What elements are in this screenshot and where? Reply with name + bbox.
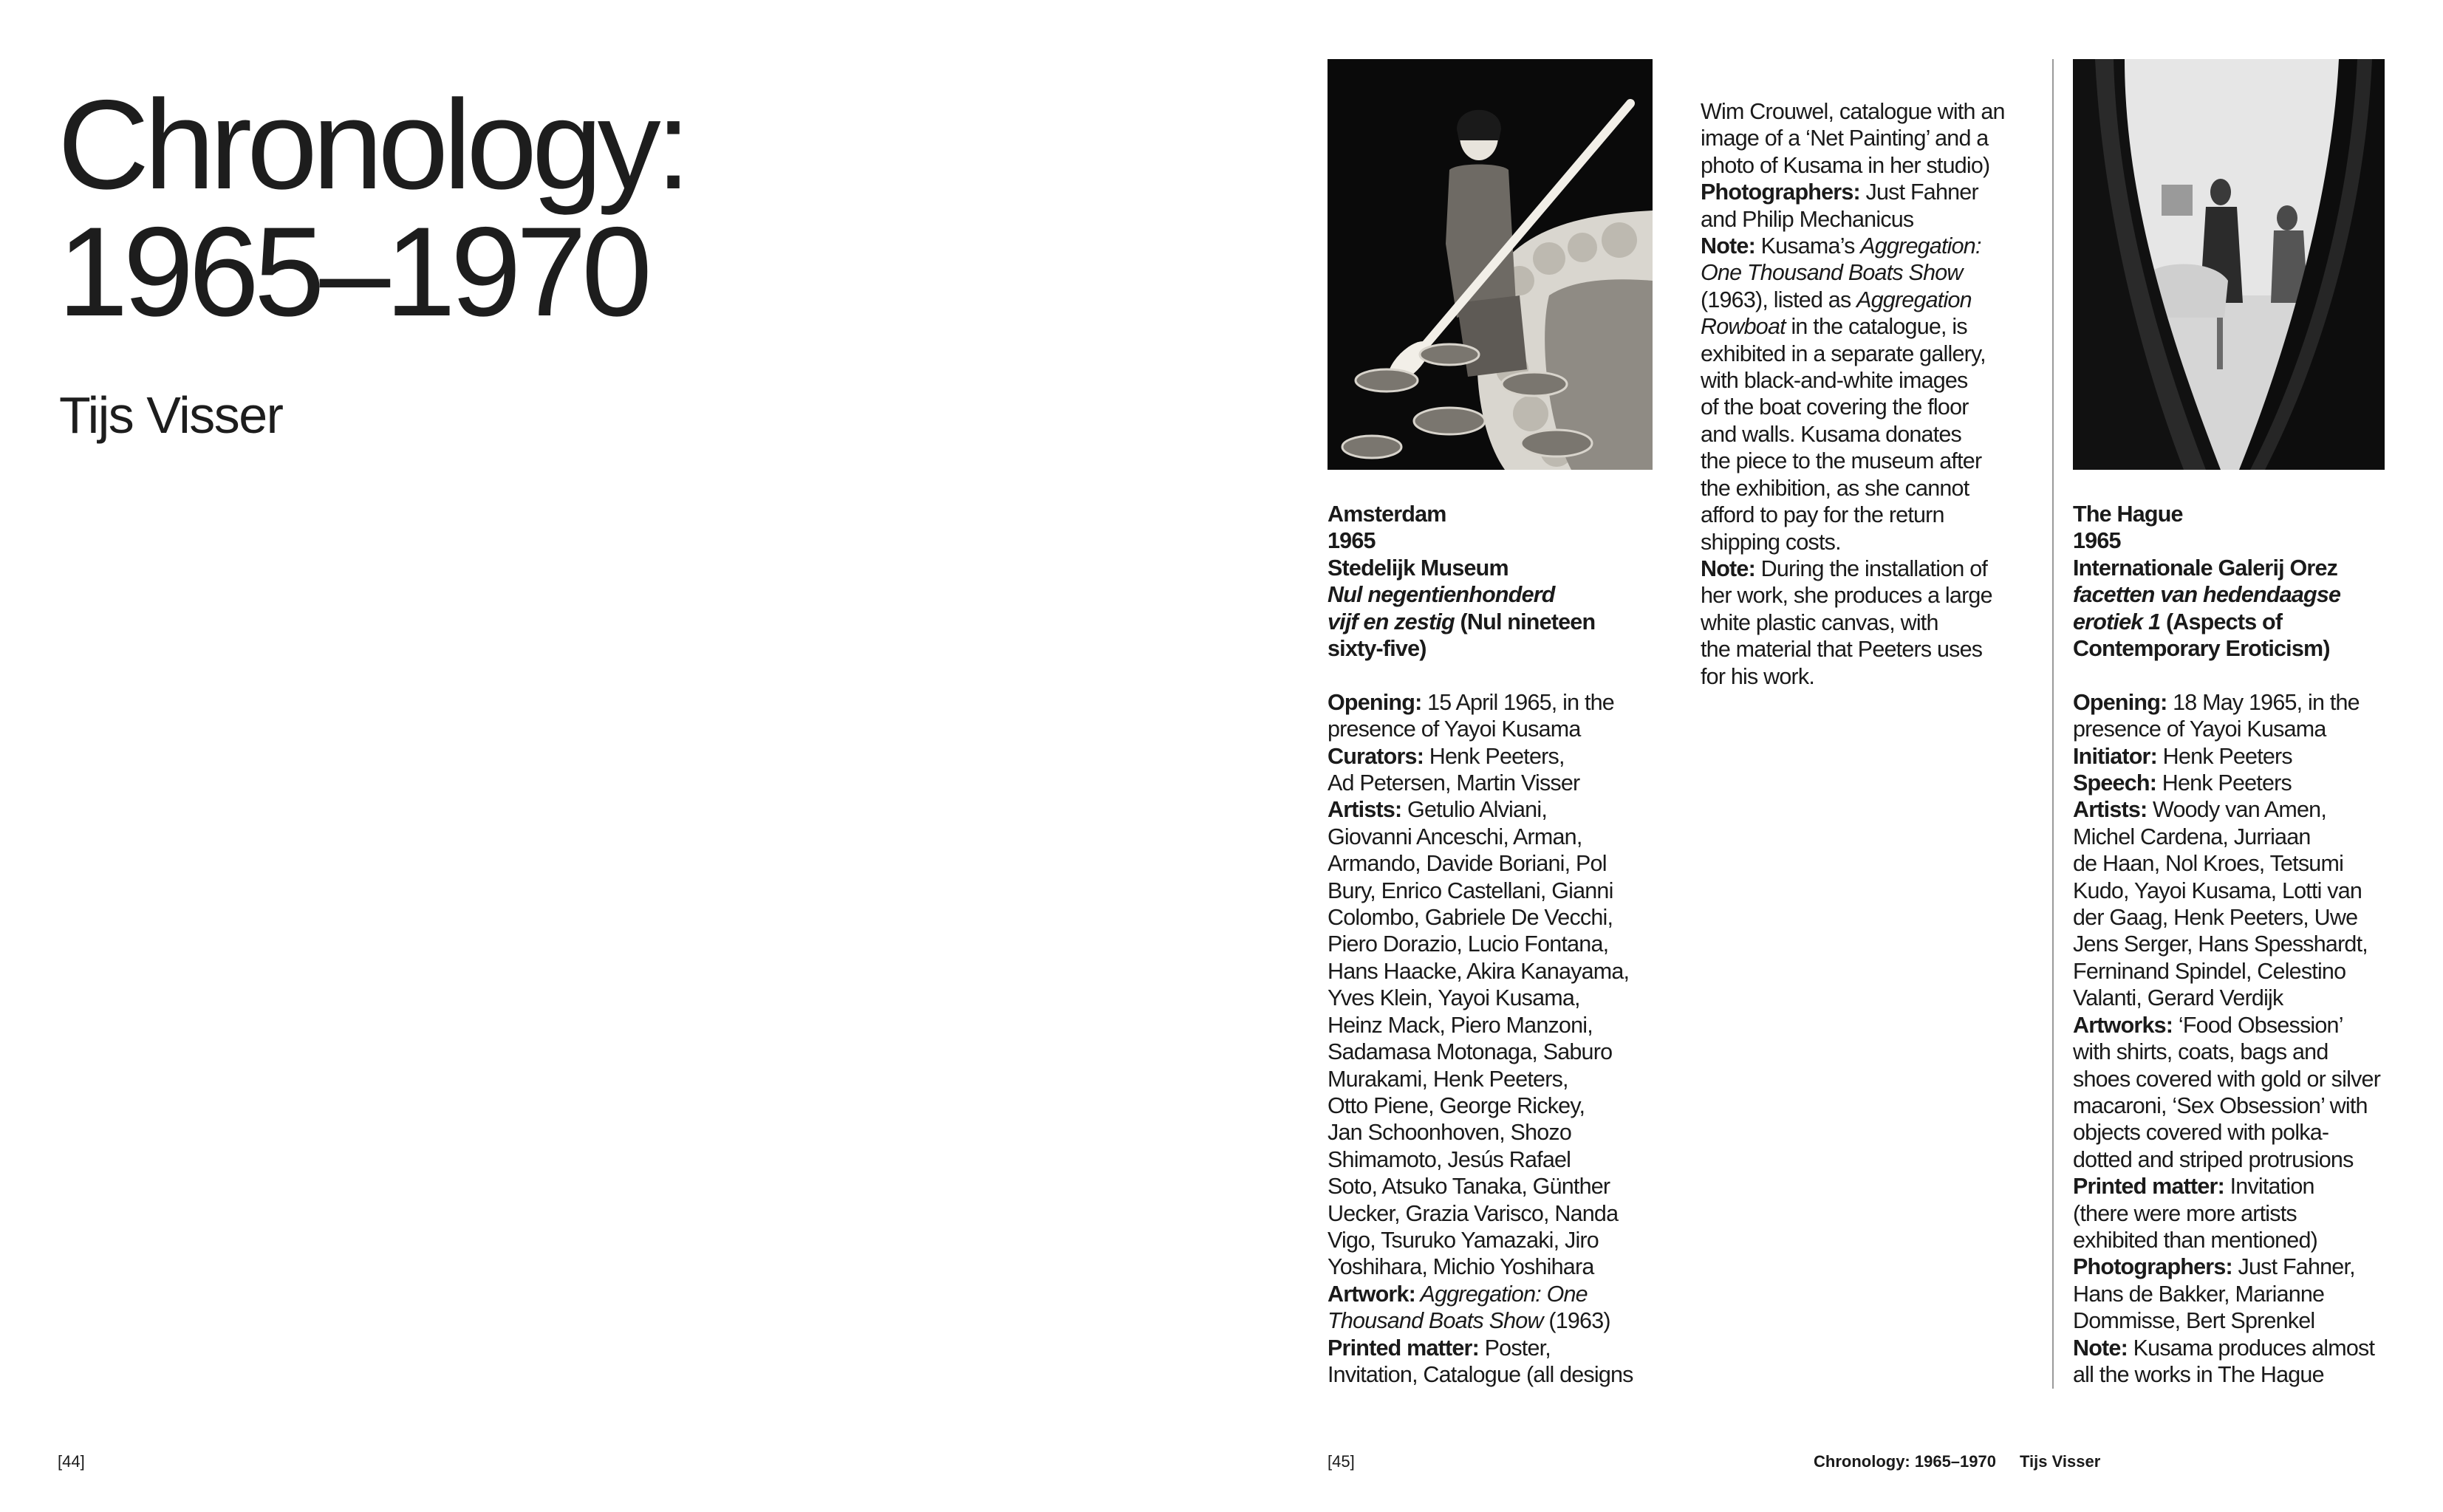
note-text: During the installation of xyxy=(1754,555,1988,581)
note-label: Note: xyxy=(1701,233,1755,259)
note-text: Kusama’s xyxy=(1754,233,1861,259)
artwork-label: Artwork: xyxy=(1328,1281,1415,1307)
photographers-label: Photographers: xyxy=(2073,1254,2232,1280)
note-text: her work, she produces a large xyxy=(1701,583,1992,609)
heading-city: The Hague xyxy=(2073,502,2183,527)
curators-label: Curators: xyxy=(1328,743,1424,769)
artists-text: Ferninand Spindel, Celestino xyxy=(2073,958,2346,984)
printed-matter-label: Printed matter: xyxy=(2073,1174,2224,1200)
artists-text: Otto Piene, George Rickey, xyxy=(1328,1092,1585,1118)
kusama-boat-photo xyxy=(1328,59,1653,470)
note-artwork-title: Aggregation xyxy=(1856,287,1972,312)
artists-text: Jan Schoonhoven, Shozo xyxy=(1328,1120,1572,1146)
note-artwork-title: One Thousand Boats Show xyxy=(1701,260,1963,286)
exhibition-title-translation: (Nul nineteen xyxy=(1454,609,1596,634)
note-text: for his work. xyxy=(1701,663,1814,689)
catalogue-text: photo of Kusama in her studio) xyxy=(1701,152,1990,178)
printed-matter-text: Poster, xyxy=(1478,1335,1551,1361)
note-text: white plastic canvas, with xyxy=(1701,609,1938,635)
artists-text: Yoshihara, Michio Yoshihara xyxy=(1328,1254,1594,1280)
opening-text: presence of Yayoi Kusama xyxy=(1328,716,1581,742)
opening-text: 18 May 1965, in the xyxy=(2167,689,2360,715)
artwork-title: Thousand Boats Show xyxy=(1328,1308,1543,1334)
column-divider xyxy=(2052,59,2054,1389)
artists-text: Armando, Davide Boriani, Pol xyxy=(1328,851,1607,877)
photographers-text: Hans de Bakker, Marianne xyxy=(2073,1281,2325,1307)
artwork-year: (1963) xyxy=(1542,1308,1610,1334)
column-amsterdam xyxy=(1328,501,1667,1395)
artists-text: Giovanni Anceschi, Arman, xyxy=(1328,824,1582,849)
heading-venue: Stedelijk Museum xyxy=(1328,555,1508,581)
photo-illustration-icon xyxy=(1328,59,1653,470)
photographers-text: Dommisse, Bert Sprenkel xyxy=(2073,1308,2315,1334)
artists-text: Woody van Amen, xyxy=(2147,797,2327,823)
page-number-right: [45] xyxy=(1328,1452,1355,1471)
artworks-text: objects covered with polka- xyxy=(2073,1120,2329,1146)
artists-text: Jens Serger, Hans Spesshardt, xyxy=(2073,931,2368,957)
artists-text: Soto, Atsuko Tanaka, Günther xyxy=(1328,1174,1610,1200)
speech-text: Henk Peeters xyxy=(2156,770,2292,796)
artists-text: Valanti, Gerard Verdijk xyxy=(2073,985,2283,1011)
printed-matter-text: exhibited than mentioned) xyxy=(2073,1227,2317,1253)
heading-year: 1965 xyxy=(1328,528,1376,554)
artists-text: Hans Haacke, Akira Kanayama, xyxy=(1328,958,1630,984)
hague-gallery-photo xyxy=(2073,59,2385,470)
photographers-text: Just Fahner, xyxy=(2232,1254,2355,1280)
heading-city: Amsterdam xyxy=(1328,502,1446,527)
initiator-text: Henk Peeters xyxy=(2157,743,2292,769)
artists-text: Vigo, Tsuruko Yamazaki, Jiro xyxy=(1328,1227,1599,1253)
note-text: of the boat covering the floor xyxy=(1701,394,1969,420)
artworks-text: ‘Food Obsession’ xyxy=(2173,1012,2343,1038)
artists-text: Uecker, Grazia Varisco, Nanda xyxy=(1328,1200,1619,1226)
running-head-author: Tijs Visser xyxy=(2020,1452,2101,1471)
speech-label: Speech: xyxy=(2073,770,2157,796)
opening-text: 15 April 1965, in the xyxy=(1421,689,1614,715)
artists-text: Piero Dorazio, Lucio Fontana, xyxy=(1328,931,1609,957)
artists-label: Artists: xyxy=(1328,797,1402,823)
artwork-title: Aggregation: One xyxy=(1415,1281,1588,1307)
column-amsterdam-continued xyxy=(1701,98,2040,704)
photo-illustration-icon xyxy=(2073,59,2385,470)
printed-matter-label: Printed matter: xyxy=(1328,1335,1479,1361)
artists-text: Yves Klein, Yayoi Kusama, xyxy=(1328,985,1580,1011)
note-text: with black-and-white images xyxy=(1701,368,1968,394)
exhibition-title-translation: (Aspects of xyxy=(2160,609,2283,634)
artists-text: der Gaag, Henk Peeters, Uwe xyxy=(2073,905,2358,931)
note-text: shipping costs. xyxy=(1701,529,1841,555)
note-text: exhibited in a separate gallery, xyxy=(1701,341,1986,366)
curators-text: Henk Peeters, xyxy=(1424,743,1565,769)
note-label: Note: xyxy=(2073,1335,2128,1361)
note-artwork-title: Rowboat xyxy=(1701,314,1786,340)
opening-label: Opening: xyxy=(2073,689,2167,715)
exhibition-title: facetten van hedendaagse xyxy=(2073,582,2341,608)
opening-text: presence of Yayoi Kusama xyxy=(2073,716,2326,742)
artists-text: Shimamoto, Jesús Rafael xyxy=(1328,1146,1571,1172)
exhibition-title: erotiek 1 xyxy=(2073,609,2161,634)
artists-text: Kudo, Yayoi Kusama, Lotti van xyxy=(2073,878,2362,903)
artists-text: Heinz Mack, Piero Manzoni, xyxy=(1328,1012,1593,1038)
photographers-label: Photographers: xyxy=(1701,179,1860,205)
printed-matter-text: (there were more artists xyxy=(2073,1200,2297,1226)
note-label: Note: xyxy=(1701,555,1755,581)
note-text: in the catalogue, is xyxy=(1785,314,1967,340)
note-text: the material that Peeters uses xyxy=(1701,637,1983,663)
heading-year: 1965 xyxy=(2073,528,2121,554)
printed-matter-text: Invitation xyxy=(2224,1174,2314,1200)
artists-label: Artists: xyxy=(2073,797,2148,823)
catalogue-text: image of a ‘Net Painting’ and a xyxy=(1701,126,1989,151)
note-text: the exhibition, as she cannot xyxy=(1701,475,1969,501)
running-head-title: Chronology: 1965–1970 xyxy=(1814,1452,1996,1471)
initiator-label: Initiator: xyxy=(2073,743,2157,769)
artists-text: Getulio Alviani, xyxy=(1401,797,1547,823)
page-title-line-2: 1965–1970 xyxy=(58,201,647,343)
exhibition-title: vijf en zestig xyxy=(1328,609,1455,634)
note-text: (1963), listed as xyxy=(1701,287,1857,312)
artworks-text: macaroni, ‘Sex Obsession’ with xyxy=(2073,1092,2368,1118)
page-number-left: [44] xyxy=(58,1452,85,1471)
artists-text: Bury, Enrico Castellani, Gianni xyxy=(1328,878,1613,903)
catalogue-text: Wim Crouwel, catalogue with an xyxy=(1701,99,2005,124)
exhibition-title: Nul negentienhonderd xyxy=(1328,582,1555,608)
opening-label: Opening: xyxy=(1328,689,1422,715)
artists-text: de Haan, Nol Kroes, Tetsumi xyxy=(2073,851,2344,877)
exhibition-title-translation: sixty-five) xyxy=(1328,636,1426,662)
note-text: and walls. Kusama donates xyxy=(1701,421,1961,447)
note-text: afford to pay for the return xyxy=(1701,502,1944,528)
artworks-text: dotted and striped protrusions xyxy=(2073,1146,2354,1172)
artworks-text: shoes covered with gold or silver xyxy=(2073,1066,2381,1092)
printed-matter-text: Invitation, Catalogue (all designs xyxy=(1328,1361,1633,1387)
artists-text: Colombo, Gabriele De Vecchi, xyxy=(1328,905,1613,931)
artists-text: Murakami, Henk Peeters, xyxy=(1328,1066,1568,1092)
note-text: the piece to the museum after xyxy=(1701,448,1982,474)
artworks-text: with shirts, coats, bags and xyxy=(2073,1039,2328,1065)
curators-text: Ad Petersen, Martin Visser xyxy=(1328,770,1580,796)
artists-text: Sadamasa Motonaga, Saburo xyxy=(1328,1039,1613,1065)
note-text: all the works in The Hague xyxy=(2073,1361,2324,1387)
artists-text: Michel Cardena, Jurriaan xyxy=(2073,824,2311,849)
page-title-line-1: Chronology: xyxy=(58,74,686,216)
author-name: Tijs Visser xyxy=(59,386,283,444)
exhibition-title-translation: Contemporary Eroticism) xyxy=(2073,636,2330,662)
photographers-text: Just Fahner xyxy=(1859,179,1978,205)
heading-venue: Internationale Galerij Orez xyxy=(2073,555,2338,581)
note-text: Kusama produces almost xyxy=(2127,1335,2375,1361)
note-artwork-title: Aggregation: xyxy=(1860,233,1981,259)
artworks-label: Artworks: xyxy=(2073,1012,2173,1038)
photographers-text: and Philip Mechanicus xyxy=(1701,206,1914,232)
column-the-hague xyxy=(2073,501,2420,1395)
